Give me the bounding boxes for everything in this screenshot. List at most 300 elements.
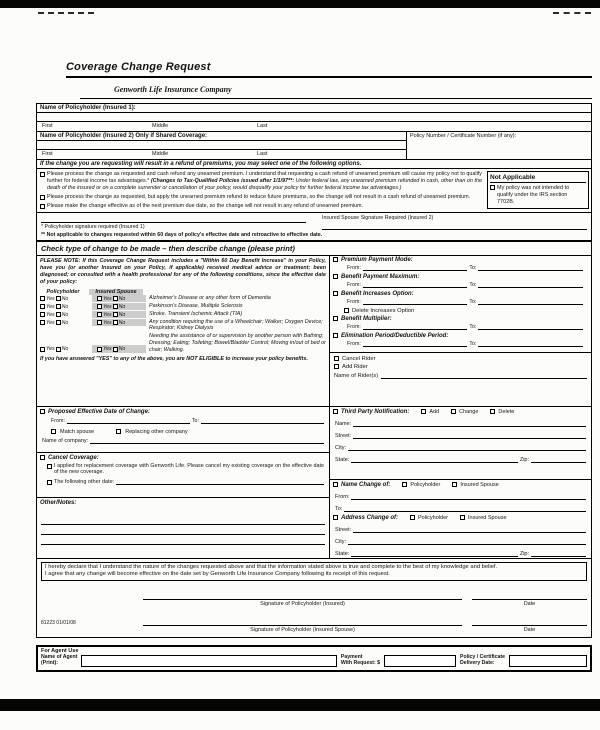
- change-item: [330, 332, 591, 349]
- payment-label-line1: Payment: [340, 654, 363, 661]
- rider-names-line: [334, 371, 587, 379]
- not-applicable-title: Not Applicable: [490, 174, 586, 183]
- add-checkbox[interactable]: [421, 409, 426, 414]
- from-to-line: [333, 263, 588, 273]
- first-middle-last-labels: [37, 122, 591, 131]
- from-to-line: [333, 339, 588, 349]
- no-checkbox[interactable]: [113, 320, 118, 325]
- left-column: [36, 256, 330, 559]
- change-item: [330, 256, 591, 273]
- address-change-header: [330, 513, 591, 522]
- policyholder-answer: [40, 295, 92, 302]
- refund-option-3-text: Please make the change effective as of the next premium due date, so the change will not result in any refund of unearned premium.: [47, 202, 364, 209]
- insured-signature-line[interactable]: [143, 592, 462, 600]
- agent-name-label: [41, 655, 77, 667]
- from-to-line: [333, 280, 588, 290]
- health-condition-row: [37, 303, 329, 311]
- address-state-zip-line: [330, 549, 591, 558]
- policyholder-answer: [40, 319, 92, 326]
- bottom-edge-bar: [0, 699, 600, 711]
- third-party-label: Third Party Notification:: [341, 408, 410, 415]
- to-field[interactable]: [344, 505, 586, 512]
- zip-label: Zip:: [519, 550, 529, 557]
- refund-option-1-checkbox[interactable]: [40, 172, 45, 177]
- refund-body: [37, 169, 591, 212]
- from-to-line: [333, 322, 588, 332]
- company-name-field[interactable]: [90, 437, 324, 444]
- address-street-line: [330, 525, 591, 534]
- refund-options-section: [36, 159, 592, 213]
- agent-name-label-line2: (Print):: [41, 660, 58, 667]
- cancel-coverage-box: [36, 452, 330, 498]
- please-note-text: PLEASE NOTE: If this Coverage Change Request includes a "Within 60 Day Benefit Increase" in your Policy, have you (or another Insured on your Policy, if applicable) received medical advice or treatment; been diagnosed; or consulted with a health professional for any of the following conditions, since the effective date of your policy:: [40, 257, 326, 285]
- not-applicable-text: My policy was not intended to qualify under the IRS section 7702B.: [497, 185, 570, 206]
- proposed-suboptions: [37, 426, 329, 436]
- proposed-date-header: [37, 407, 329, 416]
- change-option-label: Benefit Increases Option:: [341, 290, 414, 297]
- company-name-line: [37, 436, 329, 445]
- spouse-signature-caption: Signature of Policyholder (Insured Spouse): [250, 627, 355, 634]
- notes-line[interactable]: [41, 515, 325, 525]
- refund-option-2-text: Please process the change as requested, but apply the unearned premium refund to reduce future premiums, so the change will not result in a cash refund of unearned premium.: [47, 193, 471, 200]
- middle-label: Middle: [152, 151, 169, 157]
- option-text: Please process the change as requested and cash refund any unearned premium. I understand that requesting a cash refund of unearned premium will cause my policy not to qualify further for federal income tax advantages.*: [47, 171, 482, 184]
- health-condition-row: [37, 333, 329, 354]
- yes-checkbox[interactable]: [40, 312, 45, 317]
- change-type-header-text: Check type of change to be made – then describe change (please print): [41, 243, 295, 253]
- no-checkbox[interactable]: [113, 304, 118, 309]
- address-change-label: Address Change of:: [341, 514, 399, 521]
- declaration-signature-section: [36, 558, 592, 639]
- agent-use-box: [36, 645, 592, 672]
- refund-options-list: [37, 169, 485, 212]
- not-applicable-checkbox[interactable]: [490, 185, 495, 190]
- rider-section: [330, 352, 591, 382]
- no-label: No: [118, 346, 126, 353]
- last-label: Last: [257, 123, 268, 129]
- other-date-label: The following other date:: [54, 479, 115, 486]
- not-eligible-warning: If you have answered "YES" to any of the above, you are NOT ELIGIBLE to increase your policy benefits.: [40, 356, 308, 363]
- policyholder-checkbox[interactable]: [402, 482, 407, 487]
- cancel-coverage-checkbox[interactable]: [40, 455, 45, 460]
- health-condition-row: [37, 295, 329, 303]
- form-content: [36, 57, 592, 672]
- yes-label: Yes: [103, 295, 112, 302]
- notes-line[interactable]: [41, 535, 325, 545]
- zip-label: Zip:: [519, 456, 529, 463]
- to-field[interactable]: [478, 340, 583, 347]
- add-rider-checkbox[interactable]: [334, 364, 339, 369]
- replacing-company-label: Replacing other company: [125, 428, 188, 435]
- from-label: From:: [335, 493, 350, 500]
- change-item: [330, 315, 591, 332]
- yes-label: Yes: [46, 346, 55, 353]
- spouse-answer: [92, 311, 146, 318]
- top-left-dash: [38, 12, 94, 14]
- match-spouse-label: Match spouse: [60, 428, 95, 435]
- yes-label: Yes: [46, 303, 55, 310]
- change-type-header: [36, 240, 592, 256]
- company-row: [80, 78, 592, 99]
- insured-spouse-checkbox[interactable]: [452, 482, 457, 487]
- yes-checkbox[interactable]: [40, 320, 45, 325]
- health-condition-row: [37, 319, 329, 334]
- change-label: Change: [459, 408, 479, 415]
- insured1-name-label: Name of Policyholder (Insured 1):: [37, 104, 591, 113]
- name-address-change-box: [329, 479, 592, 559]
- street-label: Street:: [335, 526, 352, 533]
- insured-signature-block: [143, 592, 462, 607]
- date-block: [472, 592, 587, 607]
- no-label: No: [118, 303, 126, 310]
- agent-fields-row: [38, 654, 590, 670]
- yes-label: Yes: [103, 346, 112, 353]
- delivery-date-field[interactable]: [509, 655, 587, 667]
- insured-spouse-label: Insured Spouse: [460, 481, 499, 488]
- change-item: [330, 273, 591, 290]
- city-field[interactable]: [348, 444, 586, 451]
- replacing-company-checkbox[interactable]: [116, 429, 121, 434]
- third-party-checkbox[interactable]: [333, 409, 338, 414]
- insured2-name-field[interactable]: [37, 141, 406, 150]
- cancel-rider-label: Cancel Rider: [342, 355, 376, 362]
- policyholder-answer: [40, 345, 92, 353]
- name-section: [36, 103, 592, 160]
- third-party-state-zip-line: [330, 455, 591, 464]
- street-label: Street:: [335, 432, 352, 439]
- payment-label: [341, 655, 380, 667]
- spouse-signature-caption: Insured Spouse Signature Required (Insured 2): [322, 214, 434, 221]
- refund-option-1-text: [47, 171, 482, 192]
- change-item: [330, 290, 591, 315]
- change-option-checkbox[interactable]: [333, 291, 338, 296]
- condition-text: Stroke, Transient Ischemic Attack (TIA): [149, 310, 243, 317]
- third-party-box: [329, 406, 592, 480]
- third-party-header: [330, 407, 591, 416]
- change-options-box: [329, 255, 592, 407]
- from-label: From:: [347, 264, 361, 271]
- to-label: To:: [335, 505, 343, 512]
- change-option-label: Benefit Multiplier:: [341, 315, 392, 322]
- health-questions-box: [36, 255, 330, 407]
- policyholder-answer: [40, 303, 92, 310]
- cancel-rider-checkbox[interactable]: [334, 356, 339, 361]
- from-to-line: [333, 297, 588, 307]
- insured-spouse-column-header: Insured Spouse: [89, 289, 143, 295]
- yes-checkbox[interactable]: [40, 304, 45, 309]
- replacement-coverage-option: [37, 462, 329, 478]
- proposed-date-checkbox[interactable]: [40, 409, 45, 414]
- form-title-row: [66, 57, 592, 78]
- insured-spouse-checkbox[interactable]: [460, 515, 465, 520]
- refund-option-2: [39, 193, 483, 202]
- condition-text: Any condition requiring the use of a Wheelchair; Walker; Oxygen Device; Respirator; Kidney Dialysis: [149, 318, 323, 332]
- name-change-to-line: [330, 504, 591, 513]
- sixty-day-footnote: ** Not applicable to changes requested within 60 days of policy's effective date and retroactive to effective date.: [41, 231, 323, 238]
- policyholder-label: Policyholder: [410, 481, 441, 488]
- condition-text: Alzheimer's Disease or any other form of Dementia: [149, 294, 271, 301]
- no-label: No: [61, 303, 69, 310]
- delivery-label-line1: Policy / Certificate: [460, 654, 505, 661]
- policyholder-signature-caption: * Policyholder signature required (Insured 1): [41, 223, 145, 230]
- insured2-policy-row: [37, 131, 591, 159]
- to-label: To:: [191, 417, 199, 424]
- address-change-checkbox[interactable]: [333, 515, 338, 520]
- policyholder-column-header: Policyholder: [46, 288, 80, 295]
- name-change-checkbox[interactable]: [333, 482, 338, 487]
- yes-checkbox[interactable]: [97, 304, 102, 309]
- yes-label: Yes: [46, 311, 55, 318]
- no-label: No: [61, 295, 69, 302]
- no-label: No: [61, 311, 69, 318]
- no-checkbox[interactable]: [56, 347, 61, 352]
- from-label: From:: [347, 340, 361, 347]
- no-checkbox[interactable]: [113, 296, 118, 301]
- policyholder-signature-block: [41, 215, 306, 230]
- from-label: From:: [347, 281, 361, 288]
- spouse-answer: [92, 303, 146, 310]
- yes-checkbox[interactable]: [97, 296, 102, 301]
- tax-qualified-lead: (Changes to Tax-Qualified Policies issued after 1/1/97**:: [150, 177, 296, 184]
- to-label: To:: [469, 323, 477, 330]
- name-label: Name:: [335, 420, 352, 427]
- street-field[interactable]: [353, 526, 586, 533]
- refund-heading: If the change you are requesting will result in a refund of premiums, you may select one of the following options.: [37, 160, 591, 169]
- delete-label: Delete: [498, 408, 515, 415]
- delivery-label-line2: Delivery Date:: [460, 660, 495, 667]
- company-name-label: Name of company:: [42, 437, 89, 444]
- zip-field[interactable]: [531, 456, 586, 463]
- cancel-coverage-header: [37, 453, 329, 462]
- spouse-signature-line[interactable]: [322, 222, 587, 230]
- no-label: No: [118, 311, 126, 318]
- state-label: State:: [335, 550, 350, 557]
- from-label: From:: [51, 417, 65, 424]
- name-change-from-line: [330, 492, 591, 501]
- form-title: Coverage Change Request: [66, 61, 211, 73]
- street-field[interactable]: [353, 432, 586, 439]
- payment-label-line2: With Request: $: [340, 660, 381, 667]
- spouse-signature-block: [143, 618, 462, 633]
- policy-number-box[interactable]: [406, 132, 591, 159]
- policyholder-answer: [40, 311, 92, 318]
- policyholder-label: Policyholder: [418, 514, 448, 521]
- name-field[interactable]: [353, 420, 586, 427]
- not-applicable-box: [487, 171, 589, 209]
- change-checkbox[interactable]: [451, 409, 456, 414]
- to-field[interactable]: [201, 417, 324, 424]
- date-caption: Date: [523, 601, 536, 608]
- add-label: Add: [429, 408, 440, 415]
- delete-increases-option: [333, 307, 588, 315]
- spouse-signature-block: [322, 215, 587, 230]
- refund-option-2-checkbox[interactable]: [40, 195, 45, 200]
- middle-label: Middle: [152, 123, 169, 129]
- date-line[interactable]: [472, 618, 587, 626]
- from-field[interactable]: [363, 264, 468, 271]
- no-checkbox[interactable]: [56, 296, 61, 301]
- spouse-signature-line[interactable]: [143, 618, 462, 626]
- no-checkbox[interactable]: [113, 347, 118, 352]
- to-label: To:: [469, 281, 477, 288]
- third-party-street-line: [330, 431, 591, 440]
- refund-signature-strip: [36, 212, 592, 241]
- policyholder-checkbox[interactable]: [410, 515, 415, 520]
- from-field[interactable]: [363, 298, 468, 305]
- other-date-option: [37, 477, 329, 486]
- replacement-coverage-checkbox[interactable]: [47, 464, 52, 469]
- yes-checkbox[interactable]: [97, 320, 102, 325]
- refund-option-3: [39, 202, 483, 211]
- city-label: City:: [335, 444, 346, 451]
- spouse-answer: [92, 345, 146, 353]
- state-field[interactable]: [351, 550, 517, 557]
- health-table-header: [37, 288, 329, 295]
- insured2-name-block: [37, 132, 406, 159]
- from-field[interactable]: [351, 493, 586, 500]
- insured-spouse-label: Insured Spouse: [467, 514, 507, 521]
- yes-label: Yes: [46, 295, 55, 302]
- agent-use-title: For Agent Use: [41, 648, 79, 655]
- spouse-answer: [92, 319, 146, 326]
- change-detail-columns: [36, 256, 592, 559]
- match-spouse-checkbox[interactable]: [51, 429, 56, 434]
- state-field[interactable]: [351, 456, 517, 463]
- no-checkbox[interactable]: [56, 312, 61, 317]
- city-field[interactable]: [348, 538, 586, 545]
- no-label: No: [118, 295, 126, 302]
- health-condition-row: [37, 311, 329, 319]
- declaration-line-2: I agree that any change will become effective on the date set by Genworth Life Insurance Company following its receipt of this request.: [45, 571, 391, 578]
- insured-signature-row: [41, 592, 587, 607]
- yes-checkbox[interactable]: [97, 347, 102, 352]
- yes-label: Yes: [103, 319, 112, 326]
- yes-checkbox[interactable]: [40, 296, 45, 301]
- from-field[interactable]: [363, 340, 468, 347]
- tax-qualified-body: Under federal law, any unearned premium refunded in cash, other than on the death of the insured or on a complete surrender or cancellation of your policy, would disqualify your policy for further federal income tax advantages.): [47, 177, 482, 191]
- no-checkbox[interactable]: [56, 320, 61, 325]
- change-option-checkbox[interactable]: [333, 257, 338, 262]
- to-field[interactable]: [478, 264, 583, 271]
- no-label: No: [61, 346, 69, 353]
- change-option-label: Elimination Period/Deductible Period:: [341, 332, 449, 339]
- notes-line[interactable]: [41, 525, 325, 535]
- name-change-header: [330, 480, 591, 489]
- from-field[interactable]: [363, 281, 468, 288]
- first-middle-last-labels: [37, 150, 406, 159]
- from-field[interactable]: [67, 417, 190, 424]
- yes-checkbox[interactable]: [97, 312, 102, 317]
- top-right-dash: [553, 12, 591, 14]
- name-of-riders-label: Name of Rider(s): [334, 372, 379, 379]
- declaration-box: [41, 562, 587, 582]
- add-rider-option: [334, 363, 587, 371]
- other-notes-box: [36, 497, 330, 559]
- delete-checkbox[interactable]: [490, 409, 495, 414]
- no-checkbox[interactable]: [56, 304, 61, 309]
- no-label: No: [61, 319, 69, 326]
- to-field[interactable]: [478, 323, 583, 330]
- proposed-date-box: [36, 406, 330, 453]
- other-date-checkbox[interactable]: [47, 480, 52, 485]
- refund-signature-row: [41, 215, 587, 230]
- policy-number-label: Policy Number / Certificate Number (if any):: [410, 133, 517, 139]
- policyholder-signature-line[interactable]: [41, 215, 306, 223]
- top-edge-bar: [0, 0, 600, 8]
- third-party-city-line: [330, 443, 591, 452]
- from-field[interactable]: [363, 323, 468, 330]
- change-option-label: Benefit Payment Maximum:: [341, 273, 420, 280]
- city-label: City:: [335, 538, 346, 545]
- form-number: 81223 01/01/08: [41, 620, 76, 627]
- third-party-name-line: [330, 419, 591, 428]
- declaration-line-1: I hereby declare that I understand the nature of the changes requested above and that the information stated above is true and complete to the best of my knowledge and belief.: [45, 563, 498, 570]
- proposed-date-label: Proposed Effective Date of Change:: [48, 408, 150, 415]
- state-label: State:: [335, 456, 350, 463]
- delete-increases-label: Delete Increases Option: [352, 307, 415, 314]
- address-city-line: [330, 537, 591, 546]
- agent-name-field[interactable]: [81, 655, 336, 667]
- refund-option-1: [39, 170, 483, 193]
- to-field[interactable]: [478, 298, 583, 305]
- rider-names-field[interactable]: [381, 372, 587, 379]
- delivery-date-label: [460, 655, 505, 667]
- agent-name-label-line1: Name of Agent: [41, 654, 78, 661]
- change-option-checkbox[interactable]: [333, 274, 338, 279]
- date-line[interactable]: [472, 592, 587, 600]
- last-label: Last: [257, 151, 268, 157]
- insured1-name-field[interactable]: [37, 113, 591, 122]
- insured2-name-label: Name of Policyholder (Insured 2) Only if Shared Coverage:: [37, 132, 406, 141]
- to-label: To:: [469, 298, 477, 305]
- insured-signature-caption: Signature of Policyholder (Insured): [260, 601, 345, 608]
- to-label: To:: [469, 264, 477, 271]
- change-option-checkbox[interactable]: [333, 333, 338, 338]
- cancel-rider-option: [334, 355, 587, 363]
- from-label: From:: [347, 298, 361, 305]
- change-option-label: Premium Payment Mode:: [341, 256, 413, 263]
- not-applicable-option: [490, 185, 586, 206]
- no-checkbox[interactable]: [113, 312, 118, 317]
- to-field[interactable]: [478, 281, 583, 288]
- cancel-coverage-label: Cancel Coverage:: [48, 454, 99, 461]
- first-label: First: [42, 123, 53, 129]
- proposed-from-to-line: [37, 416, 329, 426]
- replacement-coverage-text: I applied for replacement coverage with Genworth Life. Please cancel my existing coverage on the effective date of the new coverage.: [54, 462, 324, 476]
- delete-increases-checkbox[interactable]: [344, 308, 349, 313]
- yes-label: Yes: [46, 319, 55, 326]
- yes-label: Yes: [103, 303, 112, 310]
- spacer: [41, 600, 133, 607]
- yes-checkbox[interactable]: [40, 347, 45, 352]
- zip-field[interactable]: [531, 550, 586, 557]
- add-rider-label: Add Rider: [342, 363, 368, 370]
- from-label: From:: [347, 323, 361, 330]
- no-label: No: [118, 319, 126, 326]
- spouse-signature-row: [41, 618, 587, 633]
- right-column: [329, 256, 592, 559]
- change-option-checkbox[interactable]: [333, 316, 338, 321]
- company-name: Genworth Life Insurance Company: [114, 85, 232, 94]
- other-date-field[interactable]: [116, 478, 324, 485]
- other-notes-label: Other/Notes:: [40, 499, 77, 506]
- date-caption: Date: [523, 627, 536, 634]
- payment-field[interactable]: [384, 655, 456, 667]
- first-label: First: [42, 151, 53, 157]
- refund-option-3-checkbox[interactable]: [40, 204, 45, 209]
- condition-text: Parkinson's Disease, Multiple Sclerosis: [149, 302, 243, 309]
- yes-label: Yes: [103, 311, 112, 318]
